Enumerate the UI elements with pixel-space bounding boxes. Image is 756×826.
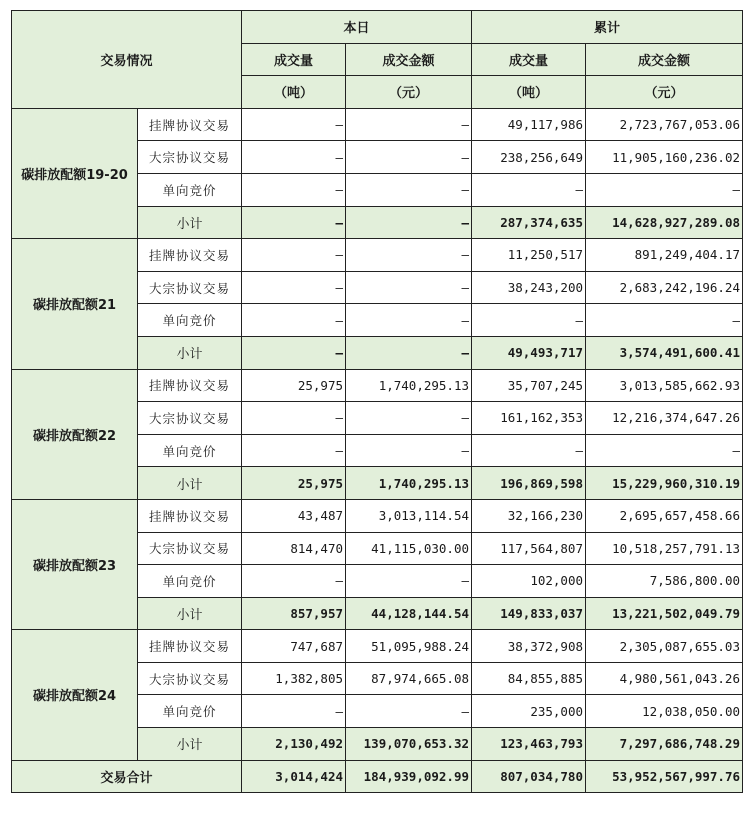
group-label: 碳排放配额22 bbox=[12, 369, 138, 499]
subtotal-label: 小计 bbox=[138, 597, 242, 630]
cumulative-volume-cell: 102,000 bbox=[472, 565, 586, 598]
today-amount-cell: – bbox=[346, 173, 472, 206]
table-row bbox=[12, 630, 743, 663]
trade-type-label: 挂牌协议交易 bbox=[138, 630, 242, 663]
subtotal-cumulative-amount: 14,628,927,289.08 bbox=[586, 206, 743, 239]
total-label: 交易合计 bbox=[12, 760, 242, 793]
subtotal-cumulative-volume: 287,374,635 bbox=[472, 206, 586, 239]
cumulative-volume-header: 成交量 bbox=[472, 43, 586, 76]
cumulative-amount-cell: 2,723,767,053.06 bbox=[586, 108, 743, 141]
subtotal-cumulative-amount: 15,229,960,310.19 bbox=[586, 467, 743, 500]
today-volume-cell: – bbox=[242, 434, 346, 467]
header-row-1 bbox=[12, 11, 743, 44]
trade-type-label: 单向竞价 bbox=[138, 565, 242, 598]
cumulative-amount-cell: 2,695,657,458.66 bbox=[586, 499, 743, 532]
group-label: 碳排放配额23 bbox=[12, 499, 138, 629]
today-amount-cell: 51,095,988.24 bbox=[346, 630, 472, 663]
cumulative-amount-cell: 891,249,404.17 bbox=[586, 239, 743, 272]
cumulative-volume-cell: – bbox=[472, 173, 586, 206]
today-amount-cell: – bbox=[346, 108, 472, 141]
trade-type-label: 单向竞价 bbox=[138, 695, 242, 728]
cumulative-volume-cell: 11,250,517 bbox=[472, 239, 586, 272]
cumulative-amount-cell: 3,013,585,662.93 bbox=[586, 369, 743, 402]
cumulative-volume-cell: 117,564,807 bbox=[472, 532, 586, 565]
cumulative-amount-cell: 4,980,561,043.26 bbox=[586, 662, 743, 695]
subtotal-cumulative-volume: 123,463,793 bbox=[472, 728, 586, 761]
today-volume-header: 成交量 bbox=[242, 43, 346, 76]
subtotal-today-volume: 2,130,492 bbox=[242, 728, 346, 761]
cumulative-amount-cell: – bbox=[586, 173, 743, 206]
subtotal-today-amount: – bbox=[346, 336, 472, 369]
subtotal-label: 小计 bbox=[138, 206, 242, 239]
trade-type-label: 单向竞价 bbox=[138, 304, 242, 337]
cumulative-volume-cell: 238,256,649 bbox=[472, 141, 586, 174]
today-amount-cell: – bbox=[346, 565, 472, 598]
cumulative-volume-unit: （吨） bbox=[472, 76, 586, 109]
today-amount-cell: – bbox=[346, 402, 472, 435]
group-label: 碳排放配额21 bbox=[12, 239, 138, 369]
today-volume-cell: 747,687 bbox=[242, 630, 346, 663]
trade-type-label: 挂牌协议交易 bbox=[138, 239, 242, 272]
subtotal-today-amount: 1,740,295.13 bbox=[346, 467, 472, 500]
today-volume-cell: – bbox=[242, 304, 346, 337]
today-volume-cell: – bbox=[242, 108, 346, 141]
today-amount-cell: – bbox=[346, 271, 472, 304]
subtotal-today-amount: 139,070,653.32 bbox=[346, 728, 472, 761]
total-today-amount: 184,939,092.99 bbox=[346, 760, 472, 793]
subtotal-today-volume: – bbox=[242, 336, 346, 369]
subtotal-cumulative-amount: 13,221,502,049.79 bbox=[586, 597, 743, 630]
trade-type-label: 大宗协议交易 bbox=[138, 402, 242, 435]
cumulative-amount-cell: 7,586,800.00 bbox=[586, 565, 743, 598]
cumulative-volume-cell: 38,243,200 bbox=[472, 271, 586, 304]
today-volume-cell: – bbox=[242, 141, 346, 174]
cumulative-amount-cell: 12,038,050.00 bbox=[586, 695, 743, 728]
subtotal-today-volume: – bbox=[242, 206, 346, 239]
table-row bbox=[12, 108, 743, 141]
trade-type-label: 单向竞价 bbox=[138, 173, 242, 206]
subtotal-today-amount: 44,128,144.54 bbox=[346, 597, 472, 630]
today-volume-cell: – bbox=[242, 695, 346, 728]
today-amount-cell: 1,740,295.13 bbox=[346, 369, 472, 402]
today-amount-header: 成交金额 bbox=[346, 43, 472, 76]
cumulative-amount-unit: （元） bbox=[586, 76, 743, 109]
table-row bbox=[12, 499, 743, 532]
total-row bbox=[12, 760, 743, 793]
cumulative-volume-cell: 49,117,986 bbox=[472, 108, 586, 141]
cumulative-header: 累计 bbox=[472, 11, 743, 44]
today-volume-cell: – bbox=[242, 565, 346, 598]
cumulative-amount-header: 成交金额 bbox=[586, 43, 743, 76]
trade-type-label: 大宗协议交易 bbox=[138, 141, 242, 174]
trade-type-label: 挂牌协议交易 bbox=[138, 108, 242, 141]
trade-type-label: 挂牌协议交易 bbox=[138, 499, 242, 532]
trading-summary-table bbox=[11, 10, 743, 793]
cumulative-amount-cell: – bbox=[586, 304, 743, 337]
table-row bbox=[12, 239, 743, 272]
today-amount-unit: （元） bbox=[346, 76, 472, 109]
subtotal-today-volume: 857,957 bbox=[242, 597, 346, 630]
trade-type-label: 大宗协议交易 bbox=[138, 532, 242, 565]
cumulative-amount-cell: – bbox=[586, 434, 743, 467]
table-row bbox=[12, 369, 743, 402]
today-volume-cell: – bbox=[242, 271, 346, 304]
today-volume-cell: – bbox=[242, 402, 346, 435]
trade-type-label: 大宗协议交易 bbox=[138, 271, 242, 304]
cumulative-volume-cell: – bbox=[472, 434, 586, 467]
subtotal-cumulative-volume: 49,493,717 bbox=[472, 336, 586, 369]
cumulative-amount-cell: 2,683,242,196.24 bbox=[586, 271, 743, 304]
today-volume-unit: （吨） bbox=[242, 76, 346, 109]
cumulative-amount-cell: 11,905,160,236.02 bbox=[586, 141, 743, 174]
today-volume-cell: 43,487 bbox=[242, 499, 346, 532]
today-volume-cell: 25,975 bbox=[242, 369, 346, 402]
today-amount-cell: – bbox=[346, 304, 472, 337]
today-volume-cell: – bbox=[242, 173, 346, 206]
today-amount-cell: – bbox=[346, 239, 472, 272]
subtotal-today-volume: 25,975 bbox=[242, 467, 346, 500]
today-amount-cell: 3,013,114.54 bbox=[346, 499, 472, 532]
today-amount-cell: – bbox=[346, 695, 472, 728]
subtotal-cumulative-amount: 7,297,686,748.29 bbox=[586, 728, 743, 761]
group-label: 碳排放配额24 bbox=[12, 630, 138, 760]
trade-type-label: 大宗协议交易 bbox=[138, 662, 242, 695]
today-amount-cell: 41,115,030.00 bbox=[346, 532, 472, 565]
today-amount-cell: 87,974,665.08 bbox=[346, 662, 472, 695]
trade-info-header: 交易情况 bbox=[12, 11, 242, 109]
cumulative-volume-cell: – bbox=[472, 304, 586, 337]
subtotal-label: 小计 bbox=[138, 336, 242, 369]
today-amount-cell: – bbox=[346, 141, 472, 174]
cumulative-volume-cell: 235,000 bbox=[472, 695, 586, 728]
total-cumulative-volume: 807,034,780 bbox=[472, 760, 586, 793]
cumulative-amount-cell: 2,305,087,655.03 bbox=[586, 630, 743, 663]
subtotal-cumulative-volume: 149,833,037 bbox=[472, 597, 586, 630]
today-volume-cell: 814,470 bbox=[242, 532, 346, 565]
cumulative-volume-cell: 161,162,353 bbox=[472, 402, 586, 435]
total-today-volume: 3,014,424 bbox=[242, 760, 346, 793]
today-volume-cell: 1,382,805 bbox=[242, 662, 346, 695]
subtotal-cumulative-amount: 3,574,491,600.41 bbox=[586, 336, 743, 369]
cumulative-volume-cell: 35,707,245 bbox=[472, 369, 586, 402]
cumulative-volume-cell: 38,372,908 bbox=[472, 630, 586, 663]
cumulative-amount-cell: 10,518,257,791.13 bbox=[586, 532, 743, 565]
cumulative-volume-cell: 32,166,230 bbox=[472, 499, 586, 532]
total-cumulative-amount: 53,952,567,997.76 bbox=[586, 760, 743, 793]
subtotal-label: 小计 bbox=[138, 467, 242, 500]
today-header: 本日 bbox=[242, 11, 472, 44]
subtotal-today-amount: – bbox=[346, 206, 472, 239]
cumulative-amount-cell: 12,216,374,647.26 bbox=[586, 402, 743, 435]
today-volume-cell: – bbox=[242, 239, 346, 272]
today-amount-cell: – bbox=[346, 434, 472, 467]
subtotal-cumulative-volume: 196,869,598 bbox=[472, 467, 586, 500]
group-label: 碳排放配额19-20 bbox=[12, 108, 138, 238]
trade-type-label: 单向竞价 bbox=[138, 434, 242, 467]
trade-type-label: 挂牌协议交易 bbox=[138, 369, 242, 402]
subtotal-label: 小计 bbox=[138, 728, 242, 761]
cumulative-volume-cell: 84,855,885 bbox=[472, 662, 586, 695]
